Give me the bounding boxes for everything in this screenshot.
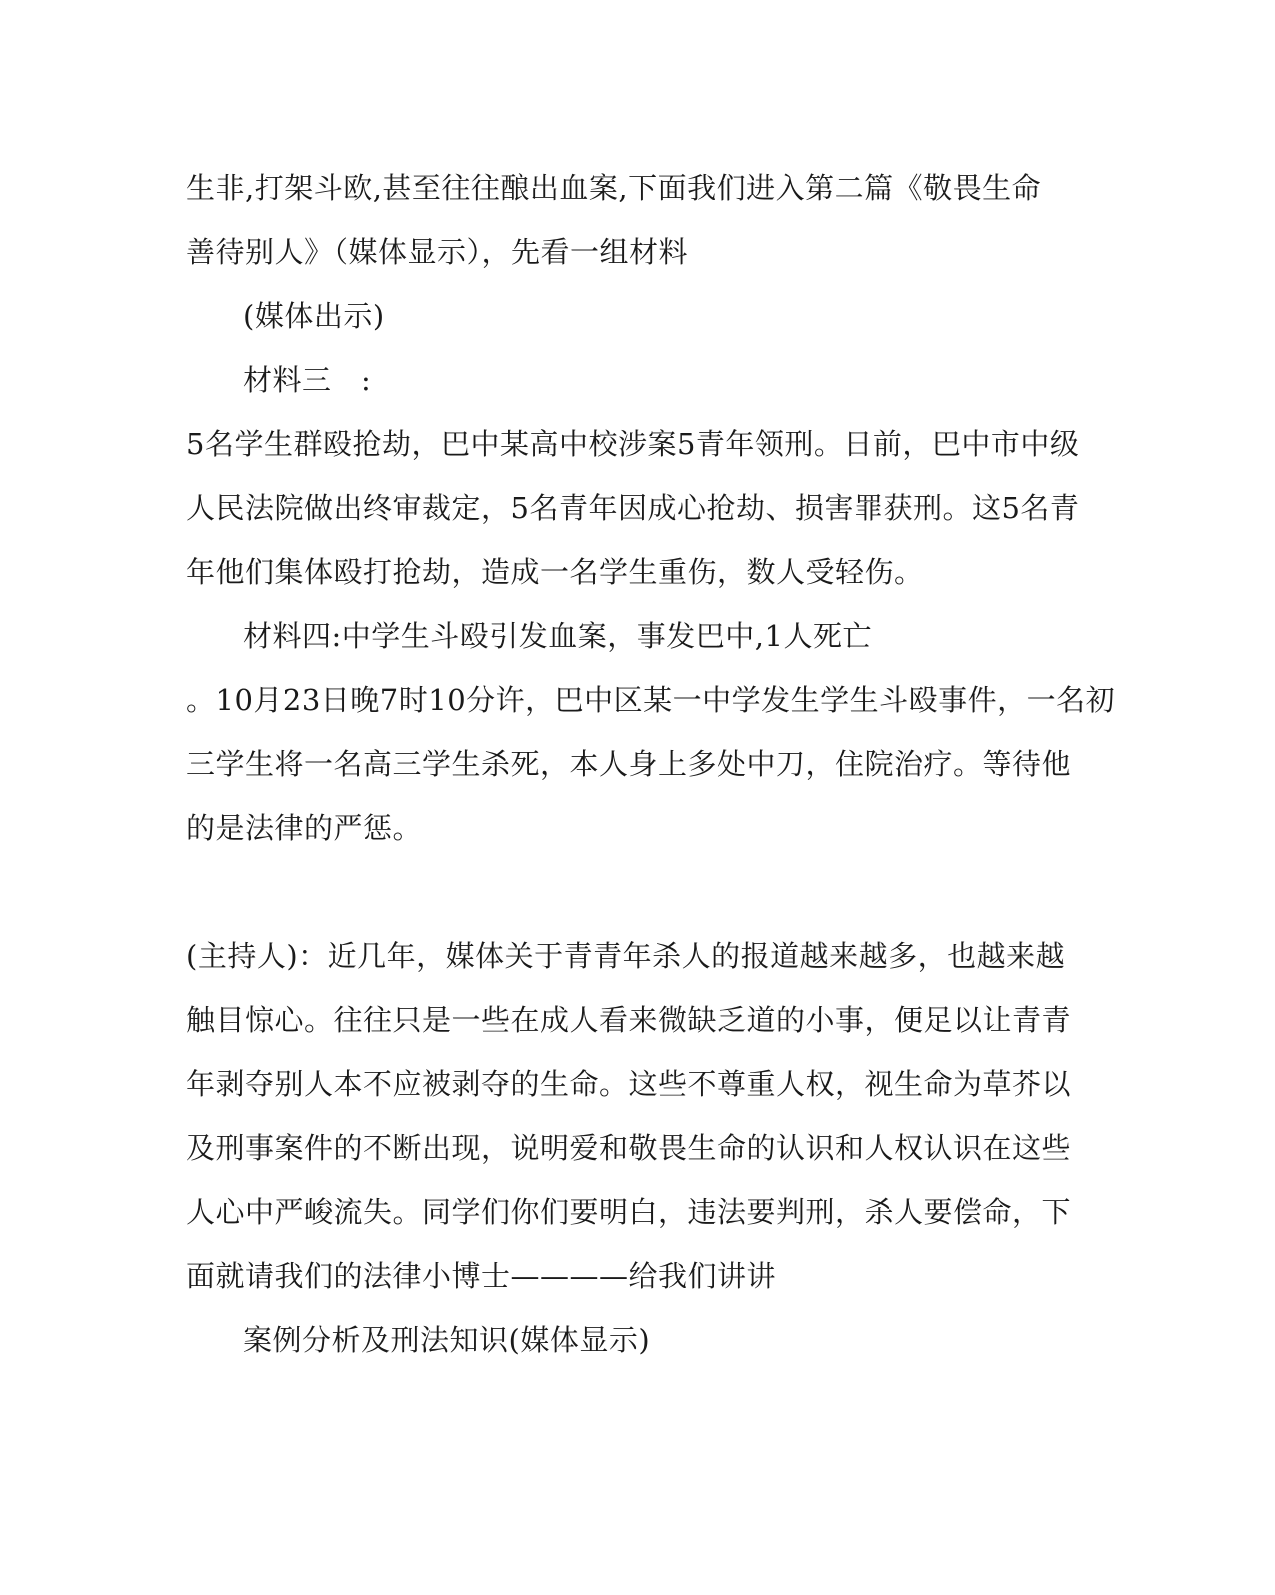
text-line: 材料三 : <box>243 363 372 397</box>
text-line: 人民法院做出终审裁定，5名青年因成心抢劫、损害罪获刑。这5名青 <box>186 491 1080 525</box>
text-line: 善待别人》（媒体显示），先看一组材料 <box>186 235 689 269</box>
text-line: (主持人)：近几年，媒体关于青青年杀人的报道越来越多，也越来越 <box>186 939 1066 973</box>
text-line: 5名学生群殴抢劫，巴中某高中校涉案5青年领刑。日前，巴中市中级 <box>186 427 1080 461</box>
text-line: 面就请我们的法律小博士————给我们讲讲 <box>186 1259 777 1293</box>
text-line: 案例分析及刑法知识(媒体显示) <box>243 1323 651 1357</box>
text-line: 年剥夺别人本不应被剥夺的生命。这些不尊重人权，视生命为草芥以 <box>186 1067 1072 1101</box>
text-line: 年他们集体殴打抢劫，造成一名学生重伤，数人受轻伤。 <box>186 555 924 589</box>
text-line: 触目惊心。往往只是一些在成人看来微缺乏道的小事，便足以让青青 <box>186 1003 1072 1037</box>
text-line: 生非,打架斗欧,甚至往往酿出血案,下面我们进入第二篇《敬畏生命 <box>186 171 1042 205</box>
text-line: 的是法律的严惩。 <box>186 811 423 845</box>
text-line: 。10月23日晚7时10分许，巴中区某一中学发生学生斗殴事件，一名初 <box>186 683 1116 717</box>
text-line: 三学生将一名高三学生杀死，本人身上多处中刀，住院治疗。等待他 <box>186 747 1072 781</box>
text-line: 材料四:中学生斗殴引发血案，事发巴中,1人死亡 <box>243 619 872 653</box>
text-line: 人心中严峻流失。同学们你们要明白，违法要判刑，杀人要偿命，下 <box>186 1195 1072 1229</box>
text-line: 及刑事案件的不断出现，说明爱和敬畏生命的认识和人权认识在这些 <box>186 1131 1072 1165</box>
text-line: (媒体出示) <box>243 299 385 333</box>
